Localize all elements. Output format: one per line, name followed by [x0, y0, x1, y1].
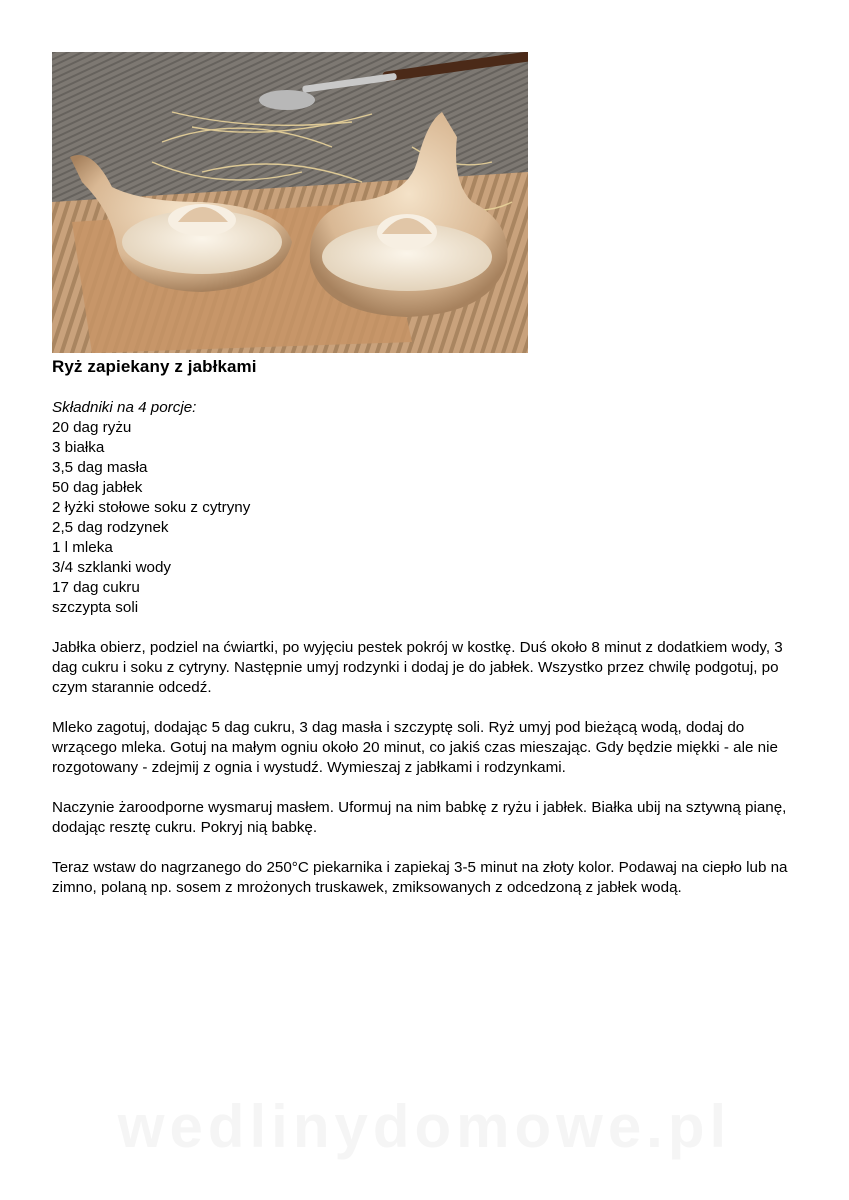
ingredient-item: 2,5 dag rodzynek: [52, 519, 169, 536]
ingredient-item: 3,5 dag masła: [52, 459, 148, 476]
instruction-paragraph: Naczynie żaroodporne wysmaruj masłem. Uformuj na nim babkę z ryżu i jabłek. Białka ubij na sztywną pianę, dodając resztę cukru. Pokryj nią babkę.: [52, 799, 787, 836]
ingredient-item: 2 łyżki stołowe soku z cytryny: [52, 499, 251, 516]
ingredient-item: 3 białka: [52, 439, 105, 456]
watermark: wedlinydomowe.pl: [117, 1093, 732, 1160]
ingredients-intro: Składniki na 4 porcje:: [52, 399, 197, 416]
recipe-photo: [52, 52, 528, 353]
instruction-paragraph: Teraz wstaw do nagrzanego do 250°C piekarnika i zapiekaj 3-5 minut na złoty kolor. Podawaj na ciepło lub na zimno, polaną np. sosem z mrożonych truskawek, zmiksowanych z odcedzoną z jabłek wodą.: [52, 859, 788, 896]
instruction-paragraph: Mleko zagotuj, dodając 5 dag cukru, 3 dag masła i szczyptę soli. Ryż umyj pod bieżącą wodą, dodaj do wrzącego mleka. Gotuj na małym ogniu około 20 minut, co jakiś czas mieszając. Gdy będzie miękki - ale nie rozgotowany - zdejmij z ognia i wystudź. Wymieszaj z jabłkami i rodzynkami.: [52, 719, 778, 776]
ingredient-item: szczypta soli: [52, 599, 139, 616]
instruction-paragraph: Jabłka obierz, podziel na ćwiartki, po wyjęciu pestek pokrój w kostkę. Duś około 8 minut z dodatkiem wody, 3 dag cukru i soku z cytryny. Następnie umyj rodzynki i dodaj je do jabłek. Wszystko przez chwilę podgotuj, po czym starannie odcedź.: [52, 639, 783, 696]
recipe-title: Ryż zapiekany z jabłkami: [52, 357, 257, 376]
dish-illustration: [52, 52, 528, 353]
ingredient-item: 17 dag cukru: [52, 579, 140, 596]
recipe-content: [52, 398, 812, 898]
ingredients-list: [52, 418, 812, 618]
ingredient-item: 20 dag ryżu: [52, 419, 132, 436]
ingredient-item: 1 l mleka: [52, 539, 113, 556]
ingredient-item: 3/4 szklanki wody: [52, 559, 172, 576]
ingredient-item: 50 dag jabłek: [52, 479, 143, 496]
